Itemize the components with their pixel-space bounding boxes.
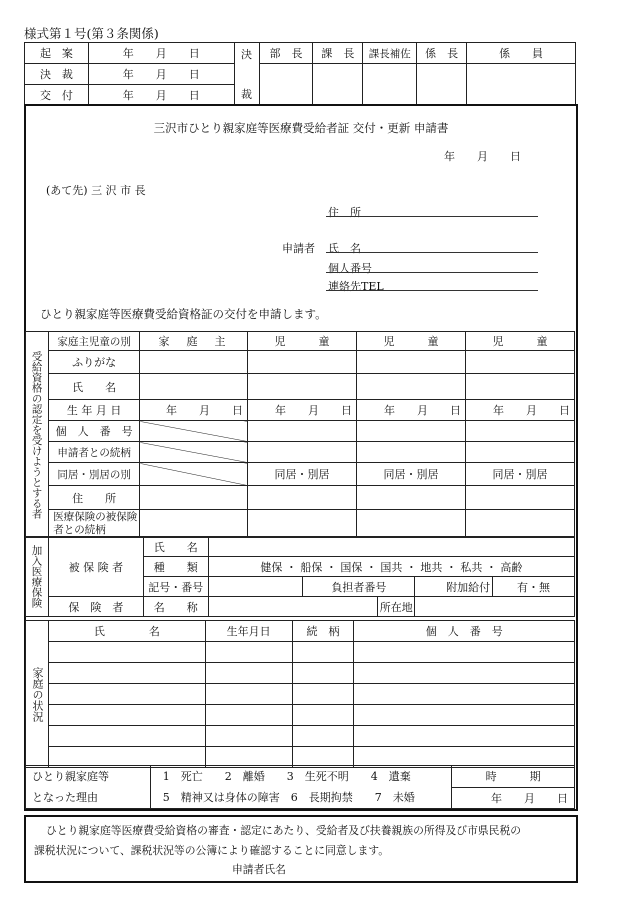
row-label-birth: 生 年 月 日	[49, 400, 140, 421]
family-row[interactable]	[292, 663, 354, 684]
family-row[interactable]	[292, 642, 354, 663]
form-title: 三沢市ひとり親家庭等医療費受給者証 交付・更新 申請書	[153, 121, 449, 135]
row-label-insurance: 医療保険の被保険者との続柄	[49, 510, 140, 538]
family-row[interactable]	[354, 642, 575, 663]
application-form	[24, 104, 578, 811]
family-row[interactable]	[354, 663, 575, 684]
cell-insurance-3[interactable]	[356, 510, 465, 538]
reason-label-line2: となった理由	[32, 791, 98, 804]
cell-living-3[interactable]: 同居・別居	[356, 463, 465, 486]
symbol-number-label: 記号・番号	[143, 577, 208, 597]
extra-benefit-value[interactable]: 有・無	[493, 577, 575, 597]
kessai-cell	[234, 43, 259, 106]
reason-options[interactable]	[150, 766, 451, 809]
role-hosa: 課長補佐	[363, 43, 417, 64]
row-label-id: 個 人 番 号	[49, 421, 140, 442]
row-label-address: 住 所	[49, 486, 140, 510]
cell-birth-4[interactable]: 年 月 日	[465, 400, 574, 421]
reason-options-line2[interactable]: 5 精神又は身体の障害 6 長期拘禁 7 未婚	[162, 791, 415, 804]
family-row[interactable]	[48, 684, 205, 705]
section2-side-label: 加入医療保険	[26, 537, 49, 617]
applicant-address-label: 住 所	[328, 206, 361, 219]
row-label-relation: 申請者との続柄	[49, 442, 140, 463]
stamp-kacho[interactable]	[313, 64, 363, 106]
form-number: 様式第１号(第３条関係)	[24, 26, 159, 41]
family-row[interactable]	[48, 726, 205, 747]
family-row[interactable]	[205, 642, 292, 663]
family-row[interactable]	[48, 663, 205, 684]
applicant-name-line[interactable]	[326, 252, 538, 253]
stamp-kakariin[interactable]	[467, 64, 576, 106]
family-row[interactable]	[48, 642, 205, 663]
reason-label-line1: ひとり親家庭等	[32, 770, 109, 783]
family-row[interactable]	[354, 684, 575, 705]
reason-label	[26, 766, 151, 809]
stamp-kakaricho[interactable]	[417, 64, 467, 106]
application-date[interactable]: 年 月 日	[444, 150, 521, 163]
section3-side-label: 家庭の状況	[26, 621, 49, 768]
family-row[interactable]	[205, 663, 292, 684]
cell-birth-3[interactable]: 年 月 日	[356, 400, 465, 421]
consent-line-1: ひとり親家庭等医療費受給資格の審査・認定にあたり、受給者及び扶養親族の所得及び市県民税の	[46, 824, 522, 837]
insurer-name-label: 名 称	[143, 597, 208, 617]
family-row[interactable]	[292, 705, 354, 726]
insured-name-value[interactable]	[208, 537, 574, 557]
family-row[interactable]	[205, 726, 292, 747]
insured-name-label: 氏 名	[143, 537, 208, 557]
cell-address-2[interactable]	[247, 486, 356, 510]
family-col-birth: 生年月日	[205, 621, 292, 642]
cell-address-3[interactable]	[356, 486, 465, 510]
row-label-furigana: ふりがな	[49, 351, 140, 374]
applicant-id-line[interactable]	[326, 272, 538, 273]
insurer-location-value[interactable]	[415, 597, 575, 617]
eligible-persons-table	[25, 331, 575, 538]
applicant-tel-label: 連絡先TEL	[328, 280, 384, 293]
reason-options-line1[interactable]: 1 死亡 2 離婚 3 生死不明 4 遺棄	[162, 770, 411, 783]
cell-birth-1[interactable]: 年 月 日	[140, 400, 248, 421]
cell-id-3[interactable]	[356, 421, 465, 442]
col-head-3: 児 童	[356, 332, 465, 351]
cell-living-2[interactable]: 同居・別居	[247, 463, 356, 486]
applicant-id-label: 個人番号	[328, 262, 372, 275]
family-col-relation: 続 柄	[292, 621, 354, 642]
cell-name-2[interactable]	[247, 374, 356, 400]
insurer-location-label: 所在地	[378, 597, 415, 617]
cell-insurance-4[interactable]	[465, 510, 574, 538]
insurer-name-value[interactable]	[208, 597, 378, 617]
addressee: (あて先) 三 沢 市 長	[46, 184, 146, 197]
cell-name-3[interactable]	[356, 374, 465, 400]
symbol-number-value[interactable]	[208, 577, 303, 597]
family-col-id: 個 人 番 号	[354, 621, 575, 642]
family-row[interactable]	[205, 684, 292, 705]
role-bucho: 部 長	[259, 43, 313, 64]
cell-living-1-disabled	[140, 463, 248, 486]
header-date-kessai: 年 月 日	[88, 64, 234, 85]
kessai-char-1: 決	[241, 48, 253, 61]
cell-living-4[interactable]: 同居・別居	[465, 463, 574, 486]
cell-relation-3[interactable]	[356, 442, 465, 463]
col-head-2: 児 童	[247, 332, 356, 351]
cell-relation-2[interactable]	[247, 442, 356, 463]
reason-table	[25, 765, 575, 809]
insurance-type-options[interactable]: 健保 ・ 船保 ・ 国保 ・ 国共 ・ 地共 ・ 私共 ・ 高齢	[208, 557, 574, 577]
applicant-name-label: 氏 名	[328, 242, 361, 255]
family-col-name: 氏 名	[48, 621, 205, 642]
family-row[interactable]	[292, 684, 354, 705]
section1-side-label: 受給資格の認定を受けようとする者	[26, 332, 49, 538]
applicant-label: 申請者	[282, 242, 315, 255]
consent-box	[24, 815, 578, 883]
cell-name-1[interactable]	[140, 374, 248, 400]
stamp-hosa[interactable]	[363, 64, 417, 106]
header-date-kofu: 年 月 日	[88, 85, 234, 106]
applicant-address-line[interactable]	[326, 216, 538, 217]
insurance-table	[25, 536, 575, 617]
request-text: ひとり親家庭等医療費受給資格証の交付を申請します。	[40, 307, 327, 321]
family-row[interactable]	[354, 705, 575, 726]
extra-benefit-label: 附加給付	[415, 577, 493, 597]
kessai-char-2: 裁	[241, 88, 253, 101]
consent-line-2: 課税状況について、課税状況等の公簿により確認することに同意します。	[34, 844, 389, 857]
stamp-bucho[interactable]	[259, 64, 313, 106]
cell-address-1[interactable]	[140, 486, 248, 510]
role-kakariin: 係 員	[467, 43, 576, 64]
role-kakaricho: 係 長	[417, 43, 467, 64]
family-row[interactable]	[48, 705, 205, 726]
cell-id-1-disabled	[140, 421, 248, 442]
col-head-1: 家 庭 主	[140, 332, 248, 351]
cell-id-2[interactable]	[247, 421, 356, 442]
col-head-4: 児 童	[465, 332, 574, 351]
header-date-kian: 年 月 日	[88, 43, 234, 64]
role-kacho: 課 長	[313, 43, 363, 64]
family-table	[25, 620, 575, 768]
insured-label: 被 保 険 者	[48, 537, 143, 597]
cell-relation-4[interactable]	[465, 442, 574, 463]
cell-furigana-1[interactable]	[140, 351, 248, 374]
header-label-kessai: 決 裁	[25, 64, 89, 85]
period-date[interactable]: 年 月 日	[452, 787, 575, 809]
consent-signer-label: 申請者氏名	[232, 863, 286, 876]
insurance-type-label: 種 類	[143, 557, 208, 577]
cell-insurance-1[interactable]	[140, 510, 248, 538]
family-row[interactable]	[354, 726, 575, 747]
cell-id-4[interactable]	[465, 421, 574, 442]
burden-number-label: 負担者番号	[303, 577, 415, 597]
cell-birth-2[interactable]: 年 月 日	[247, 400, 356, 421]
insurer-label: 保 険 者	[48, 597, 143, 617]
family-row[interactable]	[205, 705, 292, 726]
header-label-kofu: 交 付	[25, 85, 89, 106]
cell-furigana-3[interactable]	[356, 351, 465, 374]
family-row[interactable]	[292, 726, 354, 747]
cell-insurance-2[interactable]	[247, 510, 356, 538]
cell-relation-1-disabled	[140, 442, 248, 463]
cell-address-4[interactable]	[465, 486, 574, 510]
cell-furigana-4[interactable]	[465, 351, 574, 374]
row-label-living: 同居・別居の別	[49, 463, 140, 486]
row-label-name: 氏 名	[49, 374, 140, 400]
cell-name-4[interactable]	[465, 374, 574, 400]
period-label: 時 期	[452, 766, 575, 788]
row-label-type: 家庭主児童の別	[49, 332, 140, 351]
header-label-kian: 起 案	[25, 43, 89, 64]
approval-table	[24, 42, 576, 106]
cell-furigana-2[interactable]	[247, 351, 356, 374]
applicant-tel-line[interactable]	[326, 290, 538, 291]
